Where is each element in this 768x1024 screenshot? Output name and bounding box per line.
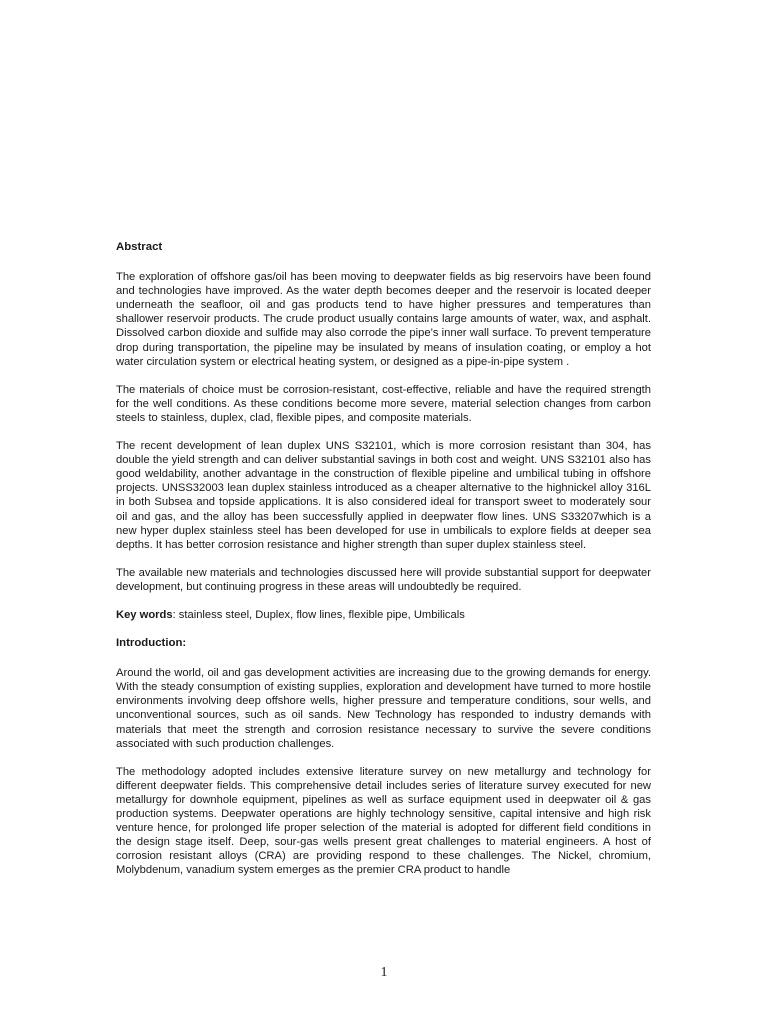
page-number: 1 xyxy=(380,965,388,980)
abstract-paragraph-2: The materials of choice must be corrosion-resistant, cost-effective, reliable and have the required strength for the well conditions. As these conditions become more severe, material selection changes from carbon steels to stainless, duplex, clad, flexible pipes, and composite materials. xyxy=(116,383,651,424)
keywords-label: Key words xyxy=(116,608,173,621)
introduction-paragraph-1: Around the world, oil and gas development activities are increasing due to the growing demands for energy. With the steady consumption of existing supplies, exploration and development have turned to more hostile environments involving deep offshore wells, higher pressure and temperature conditions, sour wells, and unconventional sources, such as oil sands. New Technology has responded to industry demands with materials that meet the strength and corrosion resistance necessary to survive the severe conditions associated with such production challenges. xyxy=(116,667,651,750)
abstract-heading: Abstract xyxy=(116,241,163,253)
keywords-text: : stainless steel, Duplex, flow lines, flexible pipe, Umbilicals xyxy=(172,608,465,621)
keywords-line xyxy=(116,608,651,622)
abstract-paragraph-3: The recent development of lean duplex UNS S32101, which is more corrosion resistant than 304, has double the yield strength and can deliver substantial savings in both cost and weight. UNS S32101 also has good weldability, another advantage in the construction of flexible pipeline and umbilical tubing in offshore projects. UNSS32003 lean duplex stainless introduced as a cheaper alternative to the highnickel alloy 316L in both Subsea and topside applications. It is also considered ideal for transport sweet to moderately sour oil and gas, and the alloy has been successfully applied in deepwater flow lines. UNS S33207which is a new hyper duplex stainless steel has been developed for use in umbilicals to explore fields at deeper sea depths. It has better corrosion resistance and higher strength than super duplex stainless steel. xyxy=(116,440,651,551)
abstract-paragraph-1: The exploration of offshore gas/oil has been moving to deepwater fields as big reservoirs have been found and technologies have improved. As the water depth becomes deeper and the reservoir is located deeper underneath the seafloor, oil and gas products tend to have higher pressures and temperatures than shallower reservoir products. The crude product usually contains large amounts of water, wax, and asphalt. Dissolved carbon dioxide and sulfide may also corrode the pipe’s inner wall surface. To prevent temperature drop during transportation, the pipeline may be insulated by means of insulation coating, or employ a hot water circulation system or electrical heating system, or designed as a pipe-in-pipe system . xyxy=(116,271,651,368)
introduction-heading: Introduction: xyxy=(116,637,187,650)
page-content xyxy=(116,240,651,891)
introduction-paragraph-2: The methodology adopted includes extensive literature survey on new metallurgy and technology for different deepwater fields. This comprehensive detail includes series of literature survey executed for new metallurgy for downhole equipment, pipelines as well as surface equipment used in deepwater oil & gas production systems. Deepwater operations are highly technology sensitive, capital intensive and high risk venture hence, for prolonged life proper selection of the material is adopted for different field conditions in the design stage itself. Deep, sour-gas wells present great challenges to material engineers. A host of corrosion resistant alloys (CRA) are providing respond to these challenges. The Nickel, chromium, Molybdenum, vanadium system emerges as the premier CRA product to handle xyxy=(116,765,651,877)
abstract-paragraph-4: The available new materials and technologies discussed here will provide substantial support for deepwater development, but continuing progress in these areas will undoubtedly be required. xyxy=(116,566,651,593)
